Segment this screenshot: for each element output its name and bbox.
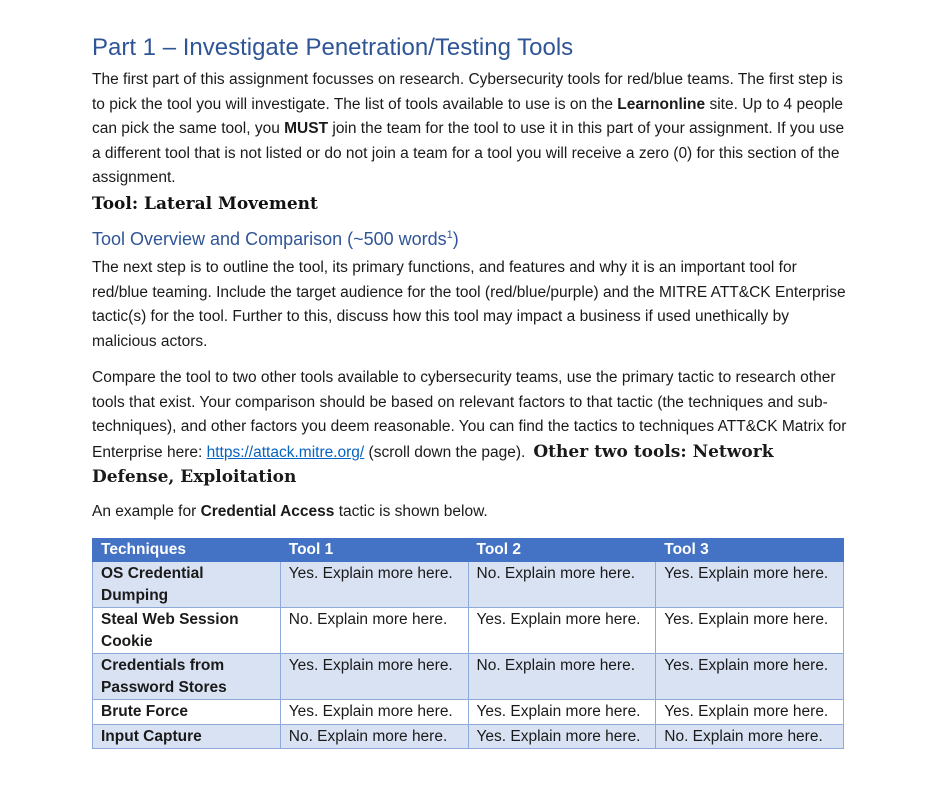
overview-heading-text: Tool Overview and Comparison (~500 words xyxy=(92,229,447,249)
tool-cell: Yes. Explain more here. xyxy=(280,562,468,608)
example-bold: Credential Access xyxy=(200,503,335,520)
header-tool-3: Tool 3 xyxy=(656,539,844,562)
technique-cell: OS Credential Dumping xyxy=(93,562,281,608)
tool-cell: No. Explain more here. xyxy=(280,724,468,749)
table-row xyxy=(93,724,844,749)
mitre-link[interactable]: https://attack.mitre.org/ xyxy=(206,443,365,461)
intro-paragraph xyxy=(92,68,852,191)
intro-text-1: The first part of this assignment focusses on research. Cybersecurity tools for red/blue teams. The first step is to pick the tool you will investigate. The list of tools available to use is on the xyxy=(92,71,843,113)
section-heading: Part 1 – Investigate Penetration/Testing Tools xyxy=(92,34,574,61)
table-row xyxy=(93,700,844,725)
compare-text-1: Compare the tool to two other tools available to cybersecurity teams, use the primary tactic to research other tools that exist. Your comparison should be based on relevant factors to that tactic (the techniques and sub-techniques), and other factors you deem reasonable. You can find the tactics to techniques ATT&CK Matrix for Enterprise here: xyxy=(92,369,847,461)
overview-heading xyxy=(92,229,459,250)
header-techniques: Techniques xyxy=(93,539,281,562)
technique-cell: Credentials from Password Stores xyxy=(93,654,281,700)
tool-cell: No. Explain more here. xyxy=(468,654,656,700)
tool-cell: Yes. Explain more here. xyxy=(656,562,844,608)
tool-cell: Yes. Explain more here. xyxy=(280,654,468,700)
tool-line: Tool: Lateral Movement xyxy=(92,194,318,214)
footnote-ref: 1 xyxy=(446,229,453,241)
tool-cell: Yes. Explain more here. xyxy=(468,700,656,725)
tool-cell: Yes. Explain more here. xyxy=(656,700,844,725)
technique-cell: Brute Force xyxy=(93,700,281,725)
technique-cell: Input Capture xyxy=(93,724,281,749)
header-tool-1: Tool 1 xyxy=(280,539,468,562)
table-row xyxy=(93,654,844,700)
tool-cell: Yes. Explain more here. xyxy=(468,608,656,654)
tool-cell: No. Explain more here. xyxy=(280,608,468,654)
compare-paragraph xyxy=(92,366,852,491)
tool-cell: Yes. Explain more here. xyxy=(280,700,468,725)
overview-paragraph: The next step is to outline the tool, its primary functions, and features and why it is an important tool for red/blue teaming. Include the target audience for the tool (red/blue/purple) and the MITRE ATT&CK Enterprise tactic(s) for the tool. Further to this, discuss how this tool may impact a business if used unethically by malicious actors. xyxy=(92,259,846,350)
table-header-row xyxy=(93,539,844,562)
tool-cell: Yes. Explain more here. xyxy=(468,724,656,749)
compare-text-2: (scroll down the page). xyxy=(364,443,526,461)
header-tool-2: Tool 2 xyxy=(468,539,656,562)
example-line xyxy=(92,500,852,525)
other-tools-line: Other two tools: Network Defense, Exploitation xyxy=(92,441,774,488)
example-text-1: An example for xyxy=(92,503,201,520)
intro-text-3: join the team for the tool to use it in this part of your assignment. If you use a different tool that is not listed or do not join a team for a tool you will receive a zero (0) for this section of the assignment. xyxy=(92,120,845,187)
learnonline-bold: Learnonline xyxy=(617,95,706,113)
tool-cell: Yes. Explain more here. xyxy=(656,654,844,700)
example-text-2: tactic is shown below. xyxy=(334,503,488,520)
table-row xyxy=(93,608,844,654)
comparison-table xyxy=(92,538,844,749)
table-row xyxy=(93,562,844,608)
intro-text-2: site. Up to 4 people can pick the same tool, you xyxy=(92,95,844,138)
must-bold: MUST xyxy=(284,120,329,138)
tool-cell: No. Explain more here. xyxy=(468,562,656,608)
overview-heading-end: ) xyxy=(452,229,459,249)
tool-cell: Yes. Explain more here. xyxy=(656,608,844,654)
tool-cell: No. Explain more here. xyxy=(656,724,844,749)
technique-cell: Steal Web Session Cookie xyxy=(93,608,281,654)
